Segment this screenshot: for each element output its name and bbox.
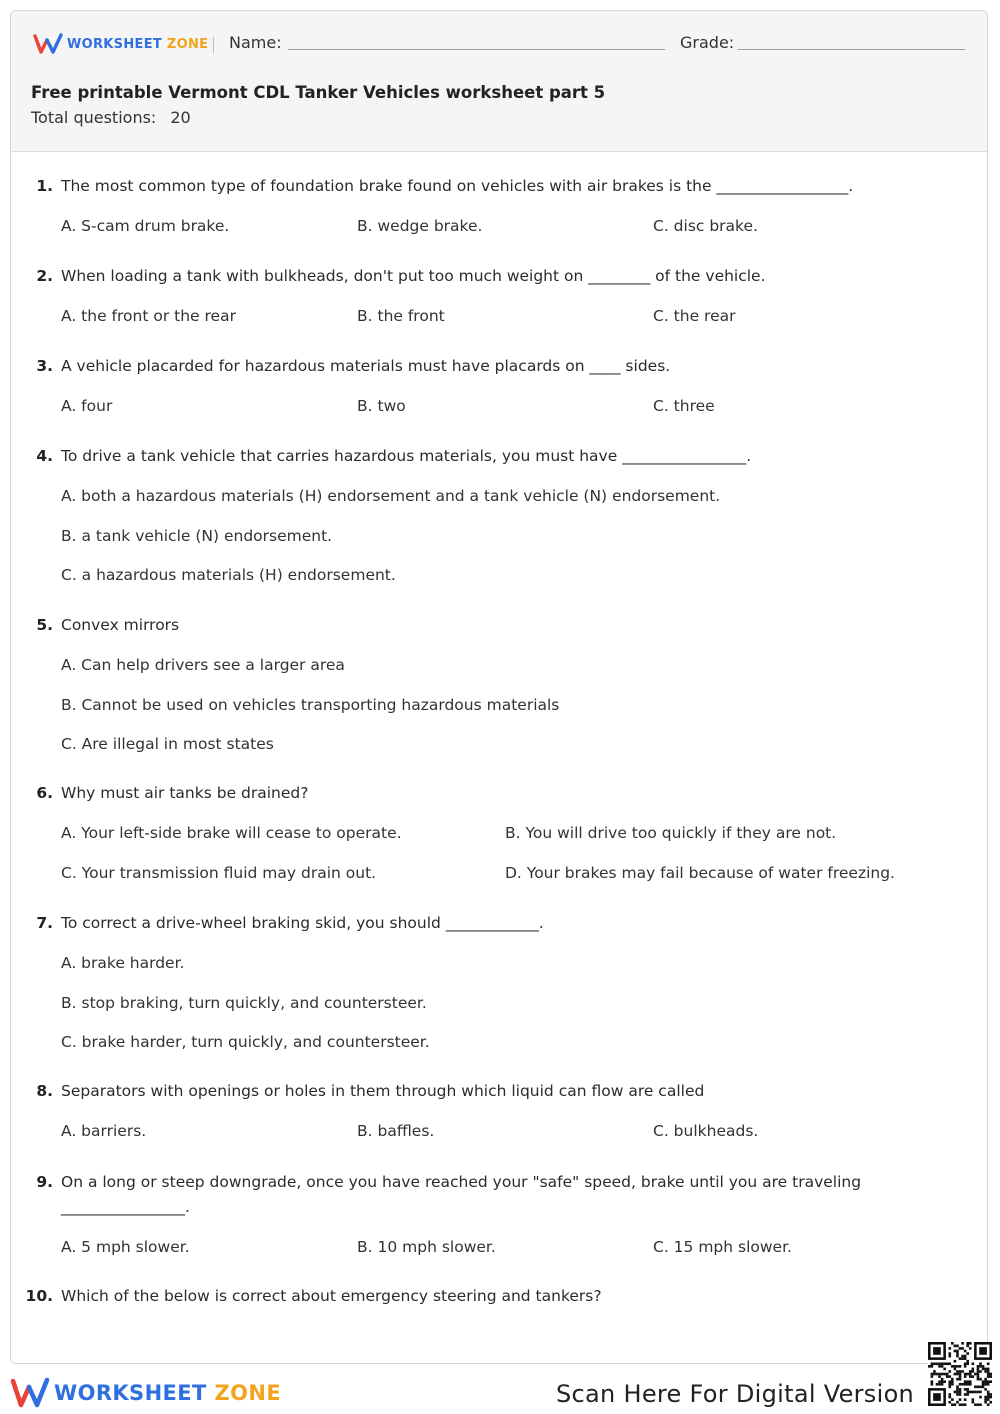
answer-option[interactable]: C. three — [653, 397, 715, 415]
answer-option[interactable]: C. the rear — [653, 307, 736, 325]
scan-prompt: Scan Here For Digital Version — [556, 1380, 915, 1408]
name-input-line[interactable] — [288, 49, 665, 50]
answer-option[interactable]: C. bulkheads. — [653, 1122, 759, 1140]
worksheet-header — [11, 11, 987, 152]
answer-option[interactable]: B. wedge brake. — [357, 217, 483, 235]
footer-brand-word-zone: ZONE — [214, 1381, 282, 1405]
question-text: Convex mirrors — [61, 616, 180, 634]
answer-option[interactable]: C. Are illegal in most states — [61, 735, 274, 753]
answer-option[interactable]: A. barriers. — [61, 1122, 147, 1140]
question-number: 9. — [36, 1173, 53, 1191]
answer-option[interactable]: C. a hazardous materials (H) endorsement. — [61, 566, 396, 584]
question-number: 7. — [36, 914, 53, 932]
total-questions — [31, 108, 191, 127]
brand-word-zone: ZONE — [166, 36, 209, 52]
question-number: 10. — [25, 1287, 53, 1305]
answer-option[interactable]: A. 5 mph slower. — [61, 1238, 190, 1256]
question-number: 4. — [36, 447, 53, 465]
footer-logo-w-icon — [10, 1377, 50, 1409]
question-number: 8. — [36, 1082, 53, 1100]
logo-w-icon — [33, 33, 63, 55]
answer-option[interactable]: B. Cannot be used on vehicles transporting hazardous materials — [61, 695, 560, 714]
answer-option[interactable]: C. brake harder, turn quickly, and countersteer. — [61, 1033, 430, 1051]
answer-option[interactable]: B. You will drive too quickly if they are not. — [505, 824, 837, 842]
answer-option[interactable]: A. brake harder. — [61, 954, 185, 972]
question-number: 3. — [36, 357, 53, 375]
header-divider — [213, 37, 214, 53]
question-text: A vehicle placarded for hazardous materials must have placards on ____ sides. — [61, 357, 671, 375]
answer-option[interactable]: A. S-cam drum brake. — [61, 217, 230, 235]
answer-option[interactable]: D. Your brakes may fail because of water freezing. — [505, 864, 895, 882]
question-text: On a long or steep downgrade, once you have reached your "safe" speed, brake until you are traveling ________________. — [61, 1173, 862, 1216]
question-text: Why must air tanks be drained? — [61, 784, 309, 802]
answer-option[interactable]: B. a tank vehicle (N) endorsement. — [61, 526, 333, 545]
worksheet-title: Free printable Vermont CDL Tanker Vehicles worksheet part 5 — [31, 83, 606, 102]
question-text: The most common type of foundation brake found on vehicles with air brakes is the _________________. — [61, 177, 854, 195]
header-logo — [33, 33, 208, 55]
answer-option[interactable]: A. Can help drivers see a larger area — [61, 656, 345, 674]
answer-option[interactable]: C. disc brake. — [653, 217, 758, 235]
answer-option[interactable]: B. two — [357, 397, 406, 415]
answer-option[interactable]: A. four — [61, 397, 113, 415]
answer-option[interactable]: A. the front or the rear — [61, 307, 236, 325]
answer-option[interactable]: B. the front — [357, 307, 445, 325]
total-questions-label: Total questions: — [31, 108, 157, 127]
answer-option[interactable]: C. 15 mph slower. — [653, 1238, 792, 1256]
answer-option[interactable]: A. both a hazardous materials (H) endorsement and a tank vehicle (N) endorsement. — [61, 487, 721, 505]
question-number: 5. — [36, 616, 53, 634]
question-text: Separators with openings or holes in them through which liquid can flow are called — [61, 1082, 705, 1100]
question-text: To correct a drive-wheel braking skid, you should ____________. — [61, 914, 544, 932]
answer-option[interactable]: B. baffles. — [357, 1122, 435, 1140]
grade-input-line[interactable] — [738, 49, 965, 50]
name-label: Name: — [229, 33, 282, 52]
question-text: Which of the below is correct about emergency steering and tankers? — [61, 1287, 602, 1305]
answer-option[interactable]: C. Your transmission fluid may drain out. — [61, 864, 377, 882]
answer-option[interactable]: B. 10 mph slower. — [357, 1238, 496, 1256]
footer-brand-name — [54, 1381, 281, 1405]
question-number: 6. — [36, 784, 53, 802]
grade-label: Grade: — [680, 33, 735, 52]
question-number: 1. — [36, 177, 53, 195]
brand-word-worksheet: WORKSHEET — [67, 36, 163, 52]
answer-option[interactable]: B. stop braking, turn quickly, and countersteer. — [61, 993, 427, 1012]
answer-option[interactable]: A. Your left-side brake will cease to operate. — [61, 824, 402, 842]
worksheet-sheet — [10, 10, 988, 1364]
question-text: When loading a tank with bulkheads, don't put too much weight on ________ of the vehicle. — [61, 267, 766, 285]
brand-name — [67, 37, 208, 52]
question-text: To drive a tank vehicle that carries hazardous materials, you must have ________________. — [61, 447, 752, 465]
footer-logo — [10, 1376, 281, 1410]
qr-code-icon[interactable] — [928, 1342, 992, 1406]
total-questions-value: 20 — [170, 108, 191, 127]
question-number: 2. — [36, 267, 53, 285]
footer-brand-word-worksheet: WORKSHEET — [54, 1381, 207, 1405]
